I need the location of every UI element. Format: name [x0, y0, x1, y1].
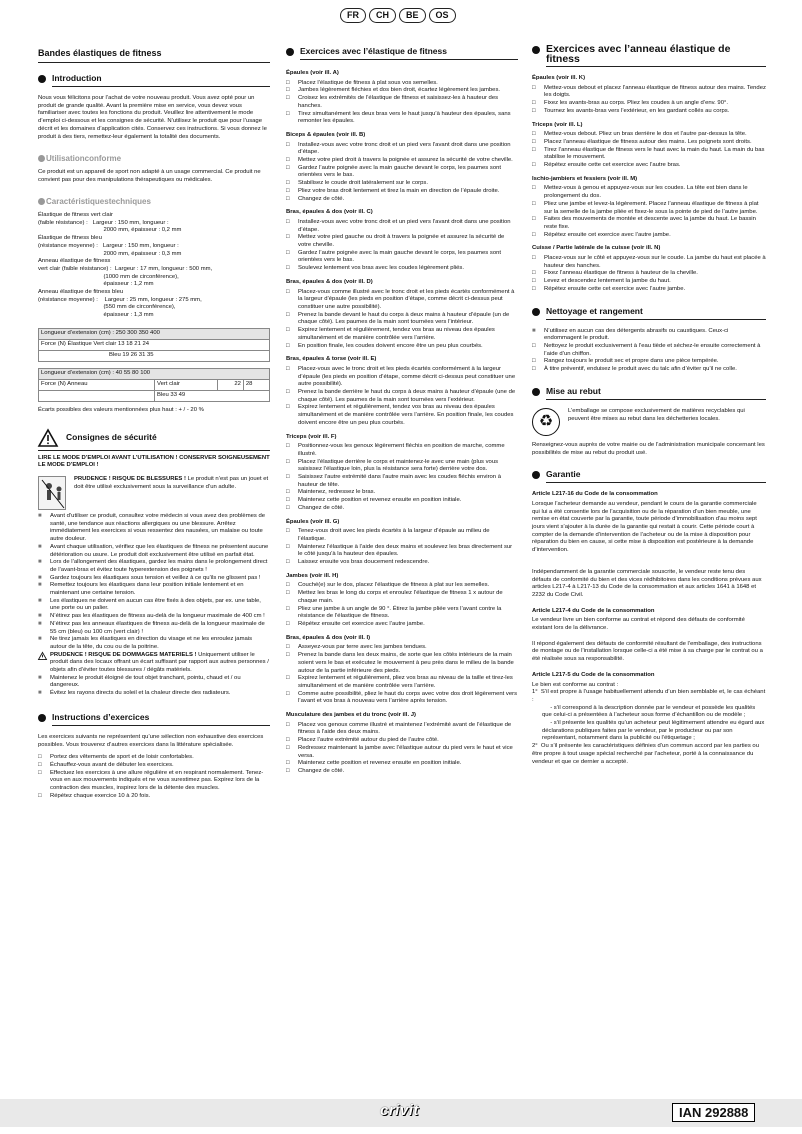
brand-logo: crivit [380, 1102, 419, 1119]
table-cell: Bleu 19 26 31 35 [39, 350, 270, 361]
list-item: □ Installez-vous avec votre tronc droit et un pied vers l’avant droit dans une position d’étape. [286, 142, 518, 157]
disposal-note [532, 408, 766, 436]
child-warning-icon [38, 476, 66, 510]
damage-bold: PRUDENCE ! RISQUE DE DOMMAGES MATERIELS ! [50, 651, 197, 658]
list-item: □ Pliez votre bras droit lentement et tirez la main en direction de l’épaule droite. [286, 188, 518, 196]
table-cell: Force (N) Élastique Vert clair 13 18 21 24 [39, 339, 270, 350]
list-item: □ Maintenez cette position et revenez ensuite en position initiale. [286, 497, 518, 505]
exercise-list [286, 722, 518, 776]
spec-line: (faible résistance) : Largeur : 150 mm, longueur : [38, 219, 169, 226]
spec-line: (résistance moyenne) : Largeur : 150 mm, longueur : [38, 242, 179, 249]
list-item: ■ N’utilisez en aucun cas des détergents abrasifs ou caustiques. Ceux-ci endommagent le produit. [532, 328, 766, 343]
list-item: □ Placez-vous sur le côté et appuyez-vous sur le coude. La jambe du haut est placée à hauteur des hanches. [532, 255, 766, 270]
list-item: ■ Évitez les rayons directs du soleil et la chaleur directe des radiateurs. [38, 690, 270, 698]
article-list [532, 689, 766, 766]
article-heading: Article L217-16 du Code de la consommation [532, 491, 658, 498]
list-item: □ Répétez chaque exercice 10 à 20 fois. [38, 793, 270, 801]
bullet-icon [532, 471, 540, 479]
page-title: Exercices avec l’élastique de fitness [286, 46, 518, 60]
instr-text: Les exercices suivants ne représentent qu’une sélection non exhaustive des exercices possibles. Vous trouverez d’autres exercices dans la littérature spécialisée. [38, 733, 264, 748]
section-heading: Garantie [532, 469, 766, 483]
list-item: □ Gardez l’autre poignée avec la main gauche devant le corps, les paumes sont orientées vers le bas. [286, 250, 518, 265]
article-heading: Article L217-5 du Code de la consommation [532, 671, 655, 678]
spec-line: 2000 mm, épaisseur : 0,3 mm [38, 250, 182, 257]
column-left [38, 40, 270, 1084]
section-heading: Instructions d’exercices [38, 712, 270, 726]
list-item: ■ N’étirez pas les élastiques de fitness au-delà de la longueur maximale de 400 cm ! [38, 613, 270, 621]
table-cell: Vert clair [155, 379, 218, 390]
list-item: □ Placez-vous comme illustré avec le tronc droit et les pieds écartés conformément à la largeur d’épaule (les pieds en position d’étape, comme décrit ci-dessus peut constituer une autre possibilité). [286, 289, 518, 312]
list-item: □ À titre préventif, enduisez le produit avec du talc afin d’éviter qu’il ne colle. [532, 366, 766, 374]
article-text: Lorsque l’acheteur demande au vendeur, pendant le cours de la garantie commerciale qui lui a été consentie lors de l’acquisition ou de la réparation d’un bien meuble, une remise en état couverte par la garantie, toute période d’immobilisation d’au moins sept jours vient s’ajouter à la durée de la garantie qui restait à courir. Cette période court à compter de la demande d’intervention de l’acheteur ou de la mise à disposition pour réparation du bien en cause, si cette mise à disposition est postérieure à la demande d’intervention. [532, 500, 757, 554]
list-item: □ Expirez lentement et régulièrement, tendez vos bras au niveau des épaules simultanément et de manière contrôlée vers l’arrière. En position finale, les coudes doivent encore être un peu plus courbés. [286, 404, 518, 427]
exercise-heading: Triceps (voir ill. F) [286, 433, 337, 440]
exercise-heading: Biceps & épaules (voir ill. B) [286, 131, 366, 138]
bullet-icon [38, 155, 45, 162]
section-heading: Nettoyage et rangement [532, 306, 766, 320]
list-item: 1° S’il est propre à l’usage habituellement attendu d’un bien semblable et, le cas échéant : [532, 689, 767, 703]
list-item: □ Pliez une jambe et levez-la légèrement. Placez l’anneau élastique de fitness à plat sur la semelle de la jambe pliée et fixez-le sous la pointe de pied de l’autre jambe. [532, 201, 766, 216]
spec-line: Élastique de fitness bleu [38, 235, 102, 242]
page-title: Exercices avec l’anneau élastique de fitness [532, 44, 766, 67]
ian-number: IAN 292888 [672, 1103, 755, 1122]
exercise-heading: Épaules (voir ill. K) [532, 75, 586, 81]
list-item: 2° Ou s’il présente les caractéristiques définies d’un commun accord par les parties ou être propre à tout usage spécial recherché par l’acheteur, porté à la connaissance du vendeur et que ce dernier a accepté. [532, 743, 761, 765]
list-item: □ Répétez ensuite cet exercice avec l’autre jambe. [286, 621, 518, 629]
list-item: □ Répétez ensuite cet exercice avec l’autre jambe. [532, 232, 766, 240]
list-item: ■ Ne tirez jamais les élastiques en direction du visage et ne les enroulez jamais autour de la tête, du cou ou de la poitrine. [38, 636, 270, 651]
list-item: □ Maintenez, redressez le bras. [286, 489, 518, 497]
bullet-icon [38, 714, 46, 722]
page-title: Bandes élastiques de fitness [38, 48, 270, 63]
list-item: □ Levez et descendez lentement la jambe du haut. [532, 278, 766, 286]
bullet-icon [38, 198, 45, 205]
list-item: □ Portez des vêtements de sport et de loisir confortables. [38, 754, 270, 762]
article-text: Il répond également des défauts de conformité résultant de l’emballage, des instructions de montage ou de l’installation lorsque celle-ci a été mise à sa charge par le contrat ou a été réalisée sous sa responsabilité. [532, 640, 763, 663]
instr-list [38, 754, 270, 800]
list-item: □ Placez l’anneau élastique de fitness autour des mains. Les poignets sont droits. [532, 139, 766, 147]
list-item: □ Tirez l’anneau élastique de fitness vers le haut avec la main du haut. La main du bas stabilise le mouvement. [532, 147, 766, 162]
spec-line: (550 mm de circonférence), [38, 304, 176, 311]
list-item: □ Rangez toujours le produit sec et propre dans une pièce tempérée. [532, 358, 766, 366]
list-item: ■ N’étirez pas les anneaux élastiques de fitness au-delà de la longueur maximale de 55 cm (bleu) ou 100 cm (vert clair) ! [38, 621, 270, 636]
spec-line: vert clair (faible résistance) : Largeur : 17 mm, longueur : 500 mm, [38, 265, 213, 272]
exercise-heading: Épaules (voir ill. A) [286, 70, 339, 76]
exercise-heading: Musculature des jambes et du tronc (voir ill. J) [286, 712, 416, 719]
danger-warning [38, 476, 270, 510]
exercise-list [286, 219, 518, 273]
list-item: □ Placez-vous avec le tronc droit et les pieds écartés conformément à la largeur d’épaule (les pieds en position d’étape, comme décrit ci-dessus peut constituer une autre possibilité). [286, 366, 518, 389]
bullet-icon [532, 388, 540, 396]
exercise-list [286, 142, 518, 204]
list-item: □ Jambes légèrement fléchies et dos bien droit, écartez légèrement les jambes. [286, 87, 518, 95]
exercise-list [532, 255, 766, 294]
list-item: □ Maintenez cette position et revenez ensuite en position initiale. [286, 760, 518, 768]
list-item: □ Placez l’élastique derrière le corps et maintenez-le avec une main (plus vous saisissez l’élastique loin, plus la résistance sera forte) derrière votre dos. [286, 459, 518, 474]
list-item: □ Effectuez les exercices à une allure régulière et en respirant normalement. Tenez-vous en aux mouvements indiqués et ne vous surestimez pas. Expirez lors de la contraction des muscles, inspirez lors de la détente des muscles. [38, 770, 270, 793]
exercise-sections [286, 70, 518, 776]
spec-line: Élastique de fitness vert clair [38, 212, 113, 219]
exercise-heading: Bras, épaules & dos (voir ill. I) [286, 634, 371, 641]
spec-line: Anneau élastique de fitness bleu [38, 289, 124, 296]
table-cell: 28 [243, 379, 269, 390]
recycle-icon: ♻ [532, 408, 560, 436]
safety-list [38, 513, 270, 652]
spec-line: épaisseur : 1,2 mm [38, 281, 154, 288]
damage-text: Uniquement utiliser le produit dans des locaux offrant un écart suffisant par rapport aux autres personnes / objets afin d’éviter toutes blessures / dégâts matériels. [50, 651, 269, 674]
exercise-heading: Bras, épaules & dos (voir ill. D) [286, 278, 373, 285]
clean-list [532, 328, 766, 374]
list-item: □ Répétez ensuite cette cet exercice avec l’autre jambe. [532, 286, 766, 294]
intro-text: Nous vous félicitons pour l’achat de votre nouveau produit. Vous avez opté pour un produit de grande qualité. Avant la première mise en service, vous devez vous familiariser avec toutes les fonctions du produit. Veuillez lire attentivement le mode d’emploi ci-dessous et les consignes de sécurité. N’utilisez le produit que pour l’usage décrit et les domaines d’application cités. Conservez ces instructions. Si vous donnez le produit à des tiers, remettez-leur également la totalité des documents. [38, 95, 267, 140]
list-item: □ Changez de côté. [286, 196, 518, 204]
disposal-icon-text: L’emballage se compose exclusivement de matières recyclables qui peuvent être mises au rebut dans les déchetteries locales. [568, 407, 745, 422]
damage-warning [38, 652, 270, 675]
list-item: □ Nettoyez le produit exclusivement à l’eau tiède et séchez-le ensuite correctement à l’aide d’un chiffon. [532, 343, 766, 358]
exercise-heading: Cuisse / Partie latérale de la cuisse (voir ill. N) [532, 245, 661, 252]
list-item: □ Pliez une jambe à un angle de 90 °. Étirez la jambe pliée vers l’avant contre la résistance de l’élastique de fitness. [286, 606, 518, 621]
danger-bold: PRUDENCE ! RISQUE DE BLESSURES ! [74, 475, 186, 482]
table-cell: 22 [217, 379, 243, 390]
list-item: □ Mettez-vous debout et placez l’anneau élastique de fitness autour des mains. Tendez les doigts. [532, 85, 766, 100]
list-item: □ Mettez votre pied gauche ou droit à travers la poignée et assurez la sécurité de votre cheville. [286, 234, 518, 249]
list-item: □ Fixez l’anneau élastique de fitness à hauteur de la cheville. [532, 270, 766, 278]
safety-list-2 [38, 675, 270, 698]
spec-list [38, 212, 270, 320]
list-item: □ Croisez les extrémités de l’élastique de fitness et saisissez-les à hauteur des hanches. [286, 95, 518, 110]
exercise-list [286, 528, 518, 567]
exercise-list [286, 366, 518, 428]
list-item: □ Placez l’élastique de fitness à plat sous vos semelles. [286, 80, 518, 88]
bullet-icon [38, 75, 46, 83]
exercise-heading: Triceps (voir ill. L) [532, 121, 583, 128]
bullet-icon [532, 46, 540, 54]
exercise-list [286, 289, 518, 351]
list-item: □ Redressez maintenant la jambe avec l’élastique autour du pied vers le haut et vice versa. [286, 745, 518, 760]
spec-line: (résistance moyenne) : Largeur : 25 mm, longueur : 275 mm, [38, 296, 202, 303]
warning-icon [38, 652, 47, 660]
country-code-pill: BE [399, 8, 426, 23]
exercise-list [532, 131, 766, 170]
section-heading: Introduction [38, 73, 270, 87]
list-item: □ Tournez les avants-bras vers l’extérieur, en les gardant collés au corps. [532, 108, 766, 116]
use-text: Ce produit est un appareil de sport non adapté à un usage commercial. Ce produit ne convient pas pour des manipulations thérapeutiques ou médicales. [38, 168, 261, 183]
exercise-heading: Bras, épaules & torse (voir ill. E) [286, 356, 377, 363]
list-item: □ Placez l’autre extrémité autour du pied de l’autre côté. [286, 737, 518, 745]
exercise-heading: Bras, épaules & dos (voir ill. C) [286, 209, 373, 216]
list-item: □ Changez de côté. [286, 768, 518, 776]
list-item: □ Couché(e) sur le dos, placez l’élastique de fitness à plat sur les semelles. [286, 582, 518, 590]
exercise-list [286, 644, 518, 706]
exercise-list [286, 582, 518, 628]
force-table-bands [38, 328, 270, 362]
exercise-list [286, 80, 518, 126]
bullet-icon [286, 48, 294, 56]
list-item: - s’il présente les qualités qu’un acheteur peut légitimement attendre eu égard aux déclarations publiques faites par le vendeur, par le producteur ou par son représentant, notamment dans la publicité ou l’étiquetage ; [542, 720, 766, 742]
list-item: □ Soulevez lentement vos bras avec les coudes légèrement pliés. [286, 265, 518, 273]
list-item: ■ Maintenez le produit éloigné de tout objet tranchant, pointu, chaud et / ou dangereux. [38, 675, 270, 690]
list-item: □ Asseyez-vous par terre avec les jambes tendues. [286, 644, 518, 652]
list-item: □ Prenez la bande devant le haut du corps à deux mains à hauteur d’épaule (un de chaque côté). Les paumes de la main sont tournées vers l’intérieur. [286, 312, 518, 327]
list-item: □ Mettez-vous debout. Pliez un bras derrière le dos et l’autre par-dessus la tête. [532, 131, 766, 139]
list-item: □ Faites des mouvements de montée et descente avec la jambe du haut. Le bassin reste fixe. [532, 216, 766, 231]
list-item: □ Échauffez-vous avant de débuter les exercices. [38, 762, 270, 770]
exercise-sections [532, 75, 766, 294]
list-item: □ Gardez l’autre poignée avec la main gauche devant le corps, les paumes sont orientées vers le bas. [286, 165, 518, 180]
exercise-heading: Jambes (voir ill. H) [286, 572, 339, 579]
list-item: ■ Remettez toujours les élastiques dans leur position initiale lentement et en maintenant une certaine tension. [38, 582, 270, 597]
country-code-pill: OS [429, 8, 456, 23]
table-cell: Force (N) Anneau [39, 379, 155, 390]
section-heading: Mise au rebut [532, 386, 766, 400]
list-item: □ Prenez la bande dans les deux mains, de sorte que les côtés intérieurs de la main soient vers le bas et exécutez le mouvement à peu près dans le milieu de la bande autour de la partie inférieure des pieds. [286, 652, 518, 675]
list-item: □ Tenez-vous droit avec les pieds écartés à la largeur d’épaule au milieu de l’élastique. [286, 528, 518, 543]
list-item: ■ Lors de l’allongement des élastiques, gardez les mains dans le prolongement direct de l’avant-bras et évitez toute hyperextension des poignets ! [38, 559, 270, 574]
spec-line: Anneau élastique de fitness [38, 258, 111, 265]
article-heading: Article L217-4 du Code de la consommation [532, 607, 655, 614]
deviation-note: Écarts possibles des valeurs mentionnées plus haut : + / - 20 % [38, 406, 204, 413]
list-item: □ Maintenez l’élastique à l’aide des deux mains et soulevez les bras directement sur le côté jusqu’à la hauteur des épaules. [286, 544, 518, 559]
list-item: □ Prenez la bande derrière le haut du corps à deux mains à hauteur d’épaule (une de chaque côté). Les paumes de la main sont tournées vers l’extérieur. [286, 389, 518, 404]
country-code-pill: CH [369, 8, 396, 23]
list-item: □ En position finale, les coudes doivent encore être un peu plus courbés. [286, 343, 518, 351]
list-item: □ Laissez ensuite vos bras doucement redescendre. [286, 559, 518, 567]
list-item: ■ Avant chaque utilisation, vérifiez que les élastiques de fitness ne présentent aucune détérioration ou usure. Le produit doit exclusivement être utilisé en parfait état. [38, 544, 270, 559]
spec-line: épaisseur : 1,3 mm [38, 312, 154, 319]
list-item: ■ Les élastiques ne doivent en aucun cas être fixés à des objets, par ex. une table, une porte ou un palier. [38, 598, 270, 613]
exercise-list [532, 85, 766, 116]
exercise-heading: Ischio-jambiers et fessiers (voir ill. M) [532, 175, 638, 182]
safety-caps: LIRE LE MODE D’EMPLOI AVANT L’UTILISATION ! CONSERVER SOIGNEUSEMENT LE MODE D’EMPLOI ! [38, 454, 270, 469]
list-item: □ Mettez votre pied droit à travers la poignée et assurez la sécurité de votre cheville. [286, 157, 518, 165]
table-cell: Longueur d’extension (cm) : 40 55 80 100 [39, 368, 270, 379]
disposal-text: Renseignez-vous auprès de votre mairie ou de l’administration municipale concernant les possibilités de mise au rebut du produit usé. [532, 441, 765, 456]
column-middle [286, 40, 518, 1084]
list-item: □ Mettez les bras le long du corps et enroulez l’élastique de fitness 1 x autour de chaque main. [286, 590, 518, 605]
country-code-pill: FR [340, 8, 366, 23]
spec-line: (1000 mm de circonférence), [38, 273, 179, 280]
list-item: □ Placez vos genoux comme illustré et maintenez l’extrémité avant de l’élastique de fitness à l’aide des deux mains. [286, 722, 518, 737]
list-item: - s’il correspond à la description donnée par le vendeur et possède les qualités que celui-ci a présentées à l’acheteur sous forme d’échantillon ou de modèle ; [542, 704, 757, 719]
list-item: □ Changez de côté. [286, 505, 518, 513]
table-cell: Bleu 33 49 [155, 390, 270, 401]
warning-icon [38, 429, 58, 447]
danger-text: Le produit n’est pas un jouet et doit être utilisé exclusivement sous la surveillance d’un adulte. [74, 475, 269, 490]
exercise-heading: Épaules (voir ill. G) [286, 518, 340, 525]
exercise-list [286, 443, 518, 512]
list-item: □ Stabilisez le coude droit latéralement sur le corps. [286, 180, 518, 188]
list-item: ■ Gardez toujours les élastiques sous tension et veillez à ce qu’ils ne glissent pas ! [38, 575, 270, 583]
list-item: ■ Avant d’utiliser ce produit, consultez votre médecin si vous avez des problèmes de santé, une tendance aux réactions allergiques ou une blessure. Arrêtez immédiatement les exercices si vous ressentez des nausées, un malaise ou toute autre douleur. [38, 513, 270, 544]
list-item: □ Fixez les avants-bras au corps. Pliez les coudes à un angle d’env. 90°. [532, 100, 766, 108]
list-item: □ Comme autre possibilité, pliez le haut du corps avec votre dos droit légèrement vers l’avant et vos bras à nouveau vers l’arrière après tension. [286, 691, 518, 706]
article-text: Le vendeur livre un bien conforme au contrat et répond des défauts de conformité existant lors de la délivrance. [532, 617, 745, 632]
article-text: Indépendamment de la garantie commerciale souscrite, le vendeur reste tenu des défauts de conformité du bien et des vices rédhibitoires dans les conditions prévues aux articles L217-4 à L217-13 du Code de la consommation et aux articles 1641 à 1648 et 2232 du Code Civil. [532, 568, 762, 598]
country-codes [340, 8, 456, 23]
column-right [532, 40, 766, 1084]
list-item: □ Tirez simultanément les deux bras vers le haut jusqu’à hauteur des épaules, sans remonter les épaules. [286, 111, 518, 126]
list-item: □ Expirez lentement et régulièrement, tendez vos bras au niveau des épaules simultanément et de manière contrôlée vers l’arrière. [286, 327, 518, 342]
list-item: □ Installez-vous avec votre tronc droit et un pied vers l’avant droit dans une position d’étape. [286, 219, 518, 234]
list-item: □ Positionnez-vous les genoux légèrement fléchis en position de marche, comme illustré. [286, 443, 518, 458]
list-item: □ Mettez-vous à genou et appuyez-vous sur les coudes. La tête est bien dans le prolongement du dos. [532, 185, 766, 200]
list-item: □ Répétez ensuite cette cet exercice avec l’autre bras. [532, 162, 766, 170]
bullet-icon [532, 308, 540, 316]
list-item: □ Saisissez l’autre extrémité dans l’autre main avec les coudes fléchis environ à hauteur de tête. [286, 474, 518, 489]
force-table-rings [38, 368, 270, 402]
list-item: □ Expirez lentement et régulièrement, pliez vos bras au niveau de la taille et tirez-les simultanément et de manière contrôlée vers l’arrière. [286, 675, 518, 690]
article-text: Le bien est conforme au contrat : [532, 681, 619, 688]
section-heading: Caractéristiquestechniques [38, 198, 270, 206]
section-heading: Utilisationconforme [38, 155, 270, 163]
table-cell: Longueur d’extension (cm) : 250 300 350 400 [39, 328, 270, 339]
exercise-list [532, 185, 766, 239]
section-heading: Consignes de sécurité [38, 429, 270, 451]
spec-line: 2000 mm, épaisseur : 0,2 mm [38, 227, 182, 234]
